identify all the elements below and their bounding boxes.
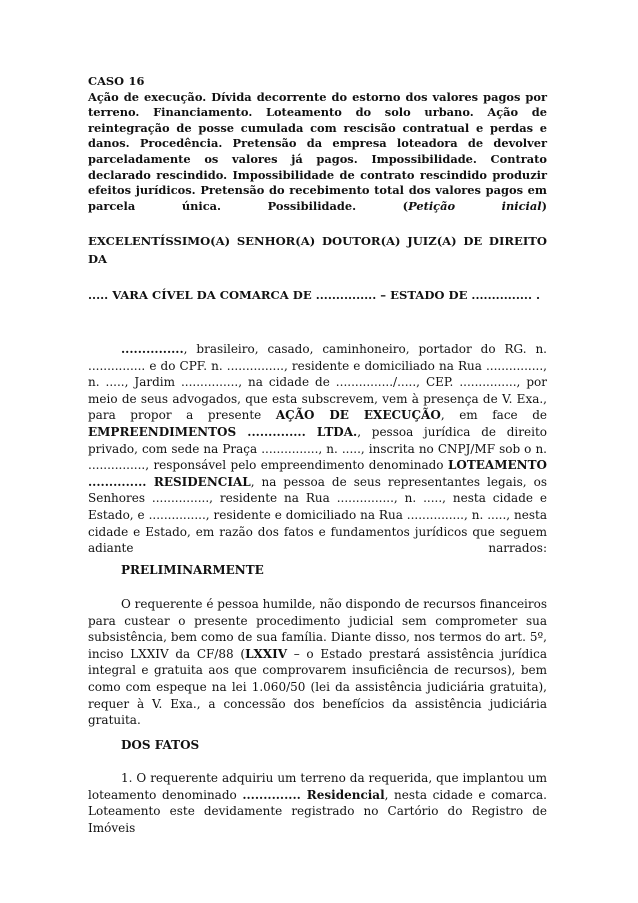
development-name: LOTEAMENTO .............. RESIDENCIAL — [88, 458, 547, 489]
lxxiv-term: LXXIV — [245, 646, 288, 661]
case-summary-tag: Petição inicial — [408, 198, 542, 213]
facts-text-b: , nesta cidade e comarca. Loteamento este devidamente registrado no Cartório do Registro de Imóveis — [88, 787, 547, 835]
court-address — [88, 232, 547, 304]
court-address-line-2: ..... VARA CÍVEL DA COMARCA DE ............... – ESTADO DE ............... . — [88, 288, 541, 302]
case-summary — [88, 74, 547, 230]
intro-text-b: , em face de — [440, 408, 547, 423]
court-address-line-1: EXCELENTÍSSIMO(A) SENHOR(A) DOUTOR(A) JUIZ(A) DE DIREITO DA — [88, 234, 547, 266]
case-summary-close: ) — [541, 198, 547, 213]
preliminary-text-a: O requerente é pessoa humilde, não dispondo de recursos financeiros para custear o presente procedimento judicial sem comprometer sua subsistência, bem como de sua família. Diante disso, nos termos do art. 5º, inciso LXXIV da CF/88 ( — [88, 597, 547, 661]
facts-text-a: 1. O requerente adquiriu um terreno da requerida, que implantou um loteamento denominado — [88, 771, 547, 802]
intro-text-d: , na pessoa de seus representantes legais, os Senhores ..............., residente na Rua ..............., n. ....., nesta cidade e Estado, e ..............., residente e domiciliado na Rua ..............., n. ....., nesta cidade e Estado, em razão dos fatos e fundamentos jurídicos que seguem adiante narrados: — [88, 474, 547, 556]
heading-dos-fatos: DOS FATOS — [121, 738, 200, 752]
facts-paragraph — [88, 770, 547, 853]
defendant-name: EMPREENDIMENTOS .............. LTDA. — [88, 424, 358, 439]
preliminary-paragraph — [88, 596, 547, 745]
case-number: CASO 16 — [88, 74, 145, 88]
action-name: AÇÃO DE EXECUÇÃO — [275, 408, 441, 423]
plaintiff-name: ............... — [121, 342, 184, 356]
residencial-name: .............. Residencial — [242, 787, 385, 802]
intro-text-a: , brasileiro, casado, caminhoneiro, portador do RG. n. ............... e do CPF. n. ..............., residente e domiciliado na Rua ..............., n. ....., Jardim ..............., na cidade de .............../....., CEP. ..............., por meio de seus advogados, que esta subscrevem, vem à presença de V. Exa., para propor a presente — [88, 342, 547, 423]
preliminary-text-b: – o Estado prestará assistência jurídica integral e gratuita aos que comprovarem insuficiência de recursos), bem como com espeque na lei 1.060/50 (lei da assistência judiciária gratuita), requer à V. Exa., a concessão dos benefícios da assistência judiciária gratuita. — [88, 646, 547, 728]
intro-text-c: , pessoa jurídica de direito privado, com sede na Praça ..............., n. ....., inscrita no CNPJ/MF sob o n. ..............., responsável pelo empreendimento denominado — [88, 424, 547, 473]
intro-paragraph — [88, 341, 547, 573]
heading-preliminarmente: PRELIMINARMENTE — [121, 563, 264, 577]
case-summary-text: Ação de execução. Dívida decorrente do estorno dos valores pagos por terreno. Financiamento. Loteamento do solo urbano. Ação de reintegração de posse cumulada com rescisão contratual e perdas e danos. Procedência. Pretensão da empresa loteadora de devolver parceladamente os valores já pagos. Impossibilidade. Contrato declarado rescindido. Impossibilidade de contrato rescindido produzir efeitos jurídicos. Pretensão do recebimento total dos valores pagos em parcela única. Possibilidade. ( — [88, 89, 547, 213]
